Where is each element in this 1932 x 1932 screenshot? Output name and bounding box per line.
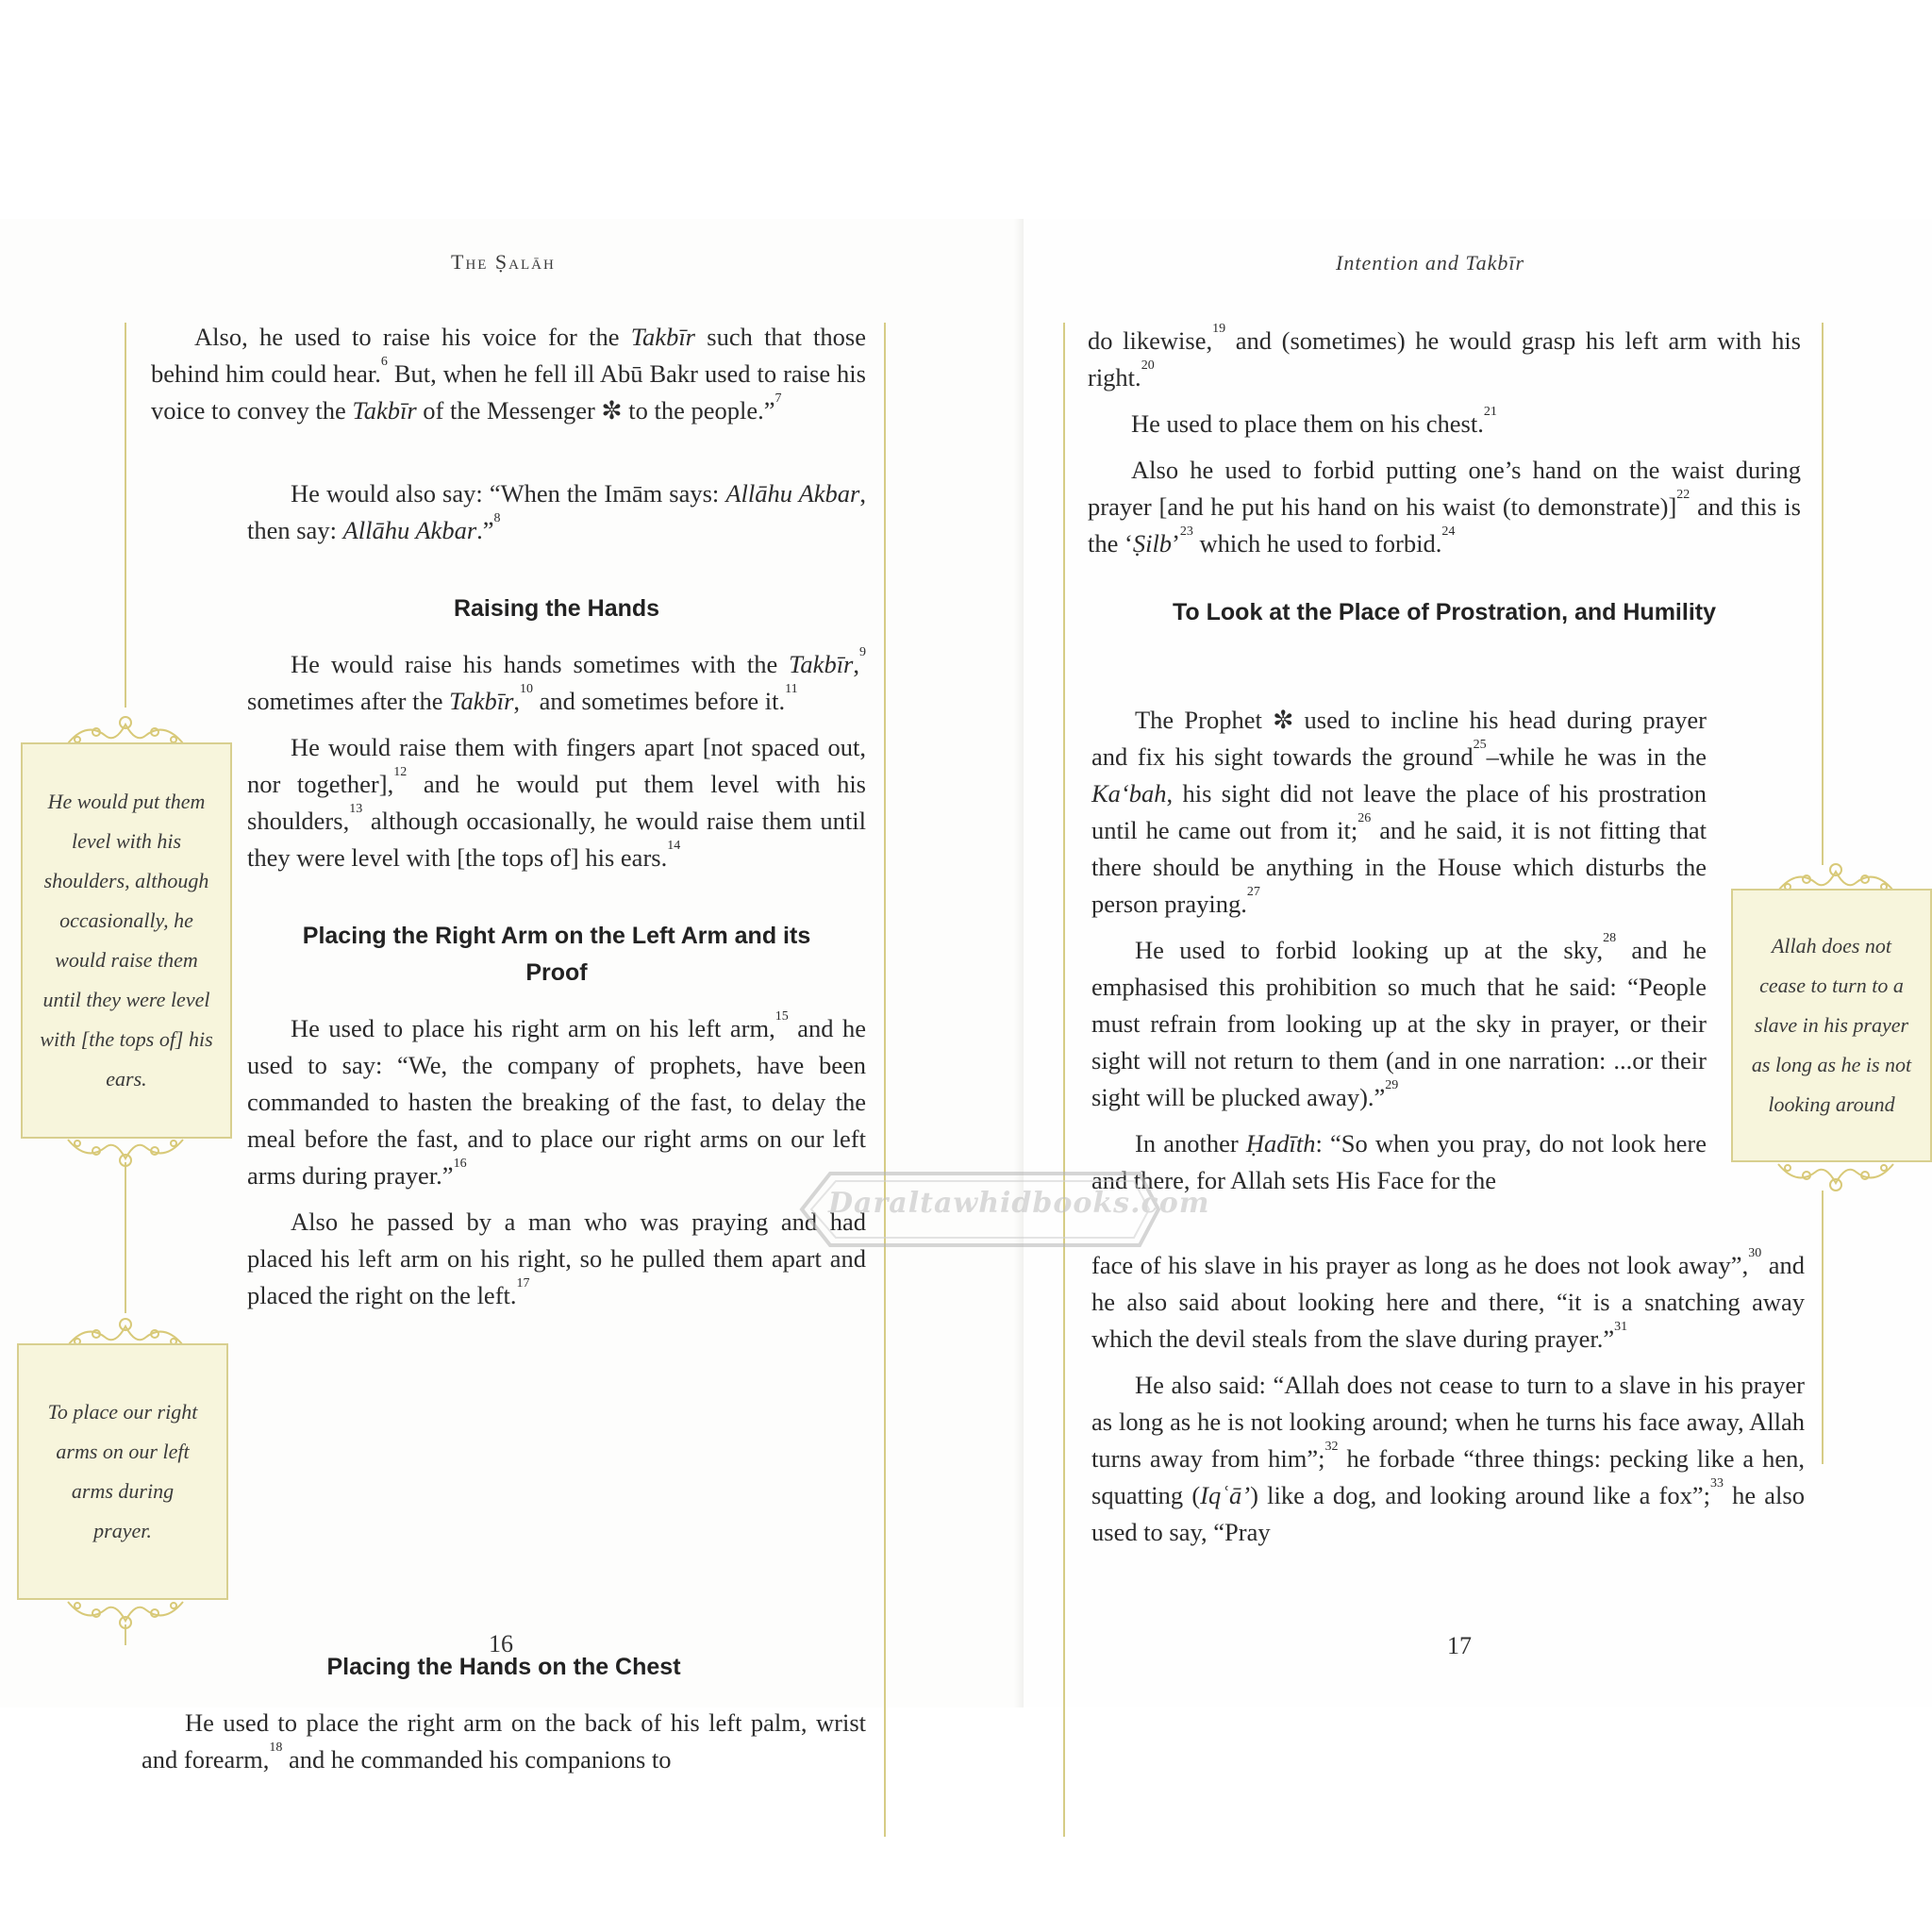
right-text-upper <box>1088 323 1801 650</box>
sidebar-quote-1-text: He would put them level with his shoulders, although occasionally, he would raise them until they were level with [the tops of] his ears. <box>40 790 213 1091</box>
right-rule-right-bottom <box>1822 1191 1824 1464</box>
running-head-right: Intention and Takbīr <box>1336 251 1525 275</box>
paragraph: Also he passed by a man who was praying and had placed his left arm on his right, so he pulled them apart and placed the right on the left.$^{17}$ <box>247 1208 866 1309</box>
ornament-bottom-icon <box>1769 1158 1903 1196</box>
right-text-narrow <box>1091 702 1707 1208</box>
section-heading-look: To Look at the Place of Prostration, and Humility <box>1173 599 1716 625</box>
paragraph: He used to forbid looking up at the sky,$^{28}$ and he emphasised this prohibition so much that he said: “People must refrain from looking up at the sky in prayer, or their sight will not return to them (and in one narration: ...or their sight will be plucked away).”$^{29}$ <box>1091 931 1707 1111</box>
sidebar-quote-3 <box>1731 889 1932 1162</box>
sidebar-quote-2-text: To place our right arms on our left arms during prayer. <box>47 1400 198 1542</box>
paragraph: The Prophet ✼ used to incline his head during prayer and fix his sight towards the ground$^{25}$–while he was in the Ka‘bah, his sight did not leave the place of his prostration until he came out from it;$^{26}$ and he said, it is not fitting that there should be anything in the House which disturbs the person praying.$^{27}$ <box>1091 706 1707 918</box>
book-spread <box>0 219 1932 1774</box>
paragraph: He also said: “Allah does not cease to turn to a slave in his prayer as long as he is not looking around; when he turns his face away, Allah turns away from him”;$^{32}$ he forbade “three things: pecking like a hen, squatting (Iqʿā’) like a dog, and looking around like a fox”;$^{33}$ he also used to say, “Pray <box>1091 1371 1805 1546</box>
watermark-text: Daraltawhidbooks.com <box>828 1187 1210 1220</box>
left-text-lower <box>247 475 866 1324</box>
ornament-bottom-icon <box>58 1134 192 1172</box>
paragraph: He used to place the right arm on the back of his left palm, wrist and forearm,$^{18}$ and he commanded his companions to <box>142 1708 866 1774</box>
paragraph: face of his slave in his prayer as long as he does not look away”,$^{30}$ and he also said about looking here and there, “it is a snatching away which the devil steals from the slave during prayer.”$^{31}$ <box>1091 1246 1805 1353</box>
left-page <box>0 219 1024 1774</box>
right-text-wide <box>1091 1247 1805 1560</box>
section-heading-placing-arm: Placing the Right Arm on the Left Arm and its Proof <box>302 923 811 986</box>
paragraph: He would also say: “When the Imām says: Allāhu Akbar, then say: Allāhu Akbar.”$^8$ <box>247 479 866 544</box>
sidebar-quote-1 <box>21 742 232 1139</box>
left-text-upper <box>151 319 866 439</box>
running-head-left: The Ṣalāh <box>451 250 556 274</box>
paragraph: Also, he used to raise his voice for the Takbīr such that those behind him could hear.$^6$ But, when he fell ill Abū Bakr used to raise his voice to convey the Takbīr of the Messenger ✼ to the people.”$^7$ <box>151 323 866 425</box>
left-rule-mid <box>125 1162 126 1313</box>
right-rule-right-top <box>1822 323 1824 865</box>
left-rule-right <box>884 323 886 1837</box>
right-rule-left <box>1063 323 1065 1837</box>
watermark <box>789 1166 1210 1253</box>
paragraph: He would raise them with fingers apart [not spaced out, nor together],$^{12}$ and he would put them level with his shoulders,$^{13}$ although occasionally, he would raise them until they were level with [the tops of] his ears.$^{14}$ <box>247 733 866 872</box>
paragraph: In another Ḥadīth: “So when you pray, do not look here and there, for Allah sets His Face for the <box>1091 1129 1707 1194</box>
right-page <box>1024 219 1932 1707</box>
sidebar-quote-2 <box>17 1343 228 1600</box>
left-text-bottom <box>142 1649 866 1788</box>
section-heading-chest: Placing the Hands on the Chest <box>326 1654 681 1680</box>
page-number-left: 16 <box>489 1630 513 1657</box>
left-rule-top <box>125 323 126 708</box>
paragraph: He used to place them on his chest.$^{21}$ <box>1131 405 1497 438</box>
paragraph: He used to place his right arm on his left arm,$^{15}$ and he used to say: “We, the company of prophets, have been commanded to hasten the breaking of the fast, to delay the meal before the fast, and to place our right arms on our left arms during prayer.”$^{16}$ <box>247 1009 866 1190</box>
paragraph: He would raise his hands sometimes with the Takbīr,$^9$ sometimes after the Takbīr,$^{10}$ and sometimes before it.$^{11}$ <box>247 645 866 715</box>
paragraph: do likewise,$^{19}$ and (sometimes) he would grasp his left arm with his right.$^{20}$ <box>1088 322 1801 391</box>
sidebar-quote-3-text: Allah does not cease to turn to a slave in his prayer as long as he is not looking around <box>1751 934 1912 1116</box>
ornament-bottom-icon <box>58 1596 192 1634</box>
page-number-right: 17 <box>1447 1632 1472 1659</box>
section-heading-raising: Raising the Hands <box>453 595 660 622</box>
paragraph: Also he used to forbid putting one’s hand on the waist during prayer [and he put his hand on his waist (to demonstrate)]$^{22}$ and this is the ‘Ṣilb’$^{23}$ which he used to forbid.$^{24}$ <box>1088 456 1801 558</box>
